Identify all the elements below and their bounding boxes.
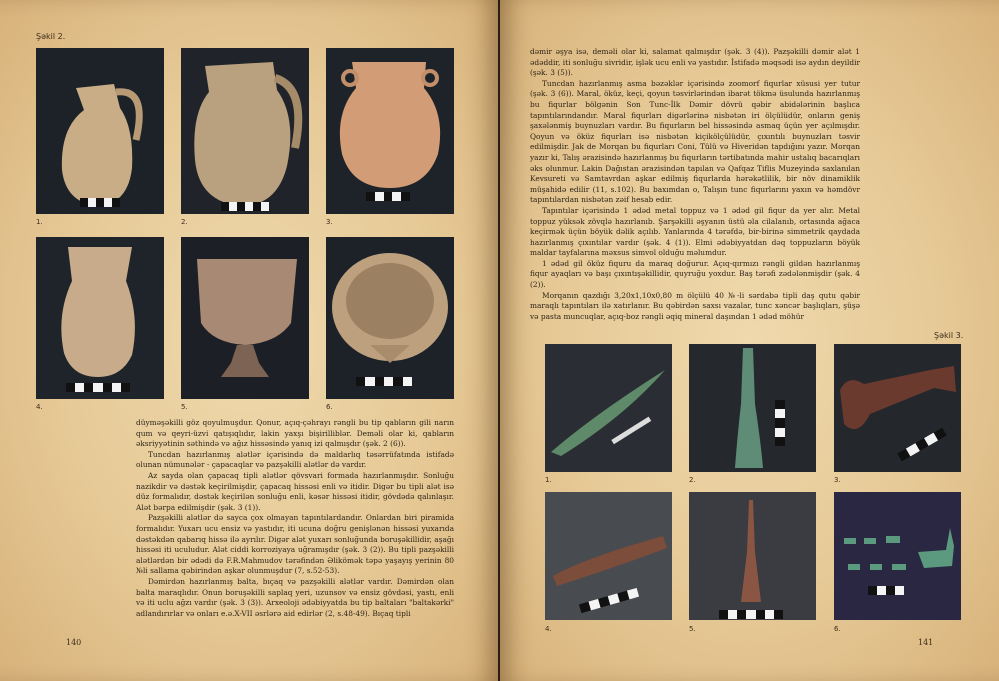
photo-wedge-2 [689, 344, 816, 472]
paragraph: Tuncdan hazırlanmış asma bəzəklər içərisində zoomorf fiqurlar xüsusi yer tutur (şək. 3 (6)). Maral, öküz, keçi, qoyun təsvirlərindən ibarət tökmə üsulunda hazırlanmış bu fiqurlar bölgənin Son Tunc-İlk Dəmir dövrü qəbir abidələrinin başlıca tapıntılarındandır. Maral fiqurları digərlərinə nisbətən iri ölçülüdür, onların geniş şaxələnmiş buynuzları vardır. Bu fiqurların bel hissəsində asmaq üçün yer açılmışdır. Qoyun və öküz fiqurları isə nisbətən kiçikölçülüdür, çıxıntılı buynuzları təsvir edilmişdir. Jak de Morqan bu fiqurları Coni, Tülü və Hiveridən tapdığını yazır. Morqan yazır ki, Talış ərazisində hazırlanmış bu fiqurların tərtibatında mahir ustalıq bacarıqları əks olunmur. Lakin Dağıstan ərazisindən tapılan və Qafqaz Tiflis Muzeyində saxlanılan Kevsureti və Samtavrdan aşkar edilmiş fiqurlarda hərəkətlilik, bir növ dinamiklik müşahidə edilir (11, s.102). Bu baxımdan o, Talışın tunc fiqurlarını yaxın və həmdövr tapıntılardan nisbətən zəif hesab edir. [530, 78, 860, 205]
left-body-text [136, 418, 454, 619]
paragraph: Pazşəkilli alətlər də sayca çox olmayan tapıntılardandır. Onlardan biri piramida formalıdır. Yuxarı ucu ensiz və yastıdır, iti ucuna doğru genişlənən hissəsi yuxarıda dəstəkdən qabarıq hissə ilə ayrılır. Digər alət yuxarı sonluğunda boruşəkillidir, aşağı hissəsi iti uculudur. Alət ciddi korroziyaya uğramışdır (şək. 3 (2)). Bu tipli pazşəkilli alətlərdən bir ədədi də F.R.Mahmudov tərəfindən Əlikömək təpə yaşayış yerinin 80 №li sallama qəbirindən aşkar olunmuşdur (7, s.52-53). [136, 513, 454, 576]
figure-label: Şəkil 2. [36, 32, 66, 41]
paragraph: Morqanın qazdığı 3,20x1,10x0,80 m ölçülü 40 №-li sərdabə tipli daş qutu qəbir maraqlı tapıntıları ilə xatırlanır. Bu qəbirdən saxsı vazalar, tunc xəncər başlıqları, şüşə və pasta muncuqlar, açıq-boz rəngli əqiq mineral daşından 1 ədəd möhür [530, 290, 860, 321]
figure-label: Şəkil 3. [934, 331, 964, 340]
caption-3: 3. [326, 218, 333, 226]
right-page [500, 0, 999, 681]
paragraph: Az sayda olan çapacaq tipli alətlər qövsvari formada hazırlanmışdır. Sonluğu nazikdir və dəstək keçirilmişdir, çapacaq hissəsi enli və itidir. Digər bu tipli alət isə düz formalıdır, dəstək keçirilən sonluğu enli, kəsər hissəsi itidir, gövdədə qalınlaşır. Alət bərpa edilmişdir (şək. 3 (1)). [136, 470, 454, 512]
caption-1: 1. [36, 218, 43, 226]
page-number: 141 [918, 638, 934, 647]
photo-vessel-4 [36, 237, 164, 399]
photo-goblet-5 [181, 237, 309, 399]
paragraph: Dəmirdən hazırlanmış balta, bıçaq və pazşəkilli alətlər vardır. Dəmirdən olan balta maraqlıdır. Onun boruşəkilli saplaq yeri, uzunsov və ensiz gövdəsi, yastı, enli və iti uclu ağzı vardır (şək. 3 (3)). Arxeoloji ədəbiyyatda bu tip baltaları "baltakərki" adlandırırlar və onları e.ə.X-VII əsrlərə aid edirlər (2, s.48-49). Bıçaq tipli [136, 576, 454, 618]
photo-lamp-6 [326, 237, 454, 399]
photo-spike-5 [689, 492, 816, 620]
caption-2: 2. [181, 218, 188, 226]
caption-4: 4. [36, 403, 43, 411]
caption-5: 5. [689, 625, 696, 633]
photo-pot-3 [326, 48, 454, 214]
paragraph: dəmir əşya isə, deməli olar ki, salamat qalmışdır (şək. 3 (4)). Pazşəkilli dəmir alət 1 ədəddir, iti sonluğu sivridir, işlək ucu enli və yastıdır. İstifadə məqsədi isə aydın deyildir (şək. 3 (5)). [530, 47, 860, 78]
caption-1: 1. [545, 476, 552, 484]
paragraph: 1 ədəd gil öküz fiquru da maraq doğurur. Açıq-qırmızı rəngli gildən hazırlanmış fiqur ayaqları və başı çıxıntışəkillidir, quyruğu yoxdur. Baş tərəfi zədələnmişdir (şək. 4 (2)). [530, 258, 860, 290]
photo-knife-4 [545, 492, 672, 620]
paragraph: Tapıntılar içərisində 1 ədəd metal toppuz və 1 ədəd gil fiqur da yer alır. Metal toppuz yüksək zövqlə hazırlanıb. Şarşəkilli əşyanın üstü əla cilalanıb, ortasında ağaca keçirmək üçün böyük dəlik açılıb. Yanlarında 4 tərəfdə, bir-birinə simmetrik qaydada hazırlanmış çıxıntılar vardır (şək. 4 (1)). Elmi ədəbiyyatdan dəq toppuzların böyük maldar tayfalarına məxsus simvol olduğu məlumdur. [530, 205, 860, 258]
caption-6: 6. [834, 625, 841, 633]
caption-3: 3. [834, 476, 841, 484]
page-number: 140 [66, 638, 82, 647]
paragraph: düyməşəkilli göz qoyulmuşdur. Qonur, açıq-çəhrayı rəngli bu tip qabların gili narın qum və qeyri-üzvi qatışıqlıdır, lakin yaxşı bişirilliblər. Deməli olar ki, qabların əksriyyətinin səthində və ağız hissəsində yanıq izi qalmışdır (şək. 2 (6)). [136, 418, 454, 449]
photo-figurines-6 [834, 492, 961, 620]
caption-2: 2. [689, 476, 696, 484]
caption-4: 4. [545, 625, 552, 633]
photo-sickle-1 [545, 344, 672, 472]
paragraph: Tuncdan hazırlanmış alətlər içərisində də maldarlıq təsərrüfatında istifadə olunan nümunələr - çapacaqlar və pazşəkilli alətlər də vardır. [136, 449, 454, 470]
photo-jug-1 [36, 48, 164, 214]
photo-jug-2 [181, 48, 309, 214]
photo-axe-3 [834, 344, 961, 472]
right-body-text [530, 47, 860, 322]
caption-5: 5. [181, 403, 188, 411]
left-page [0, 0, 498, 681]
caption-6: 6. [326, 403, 333, 411]
